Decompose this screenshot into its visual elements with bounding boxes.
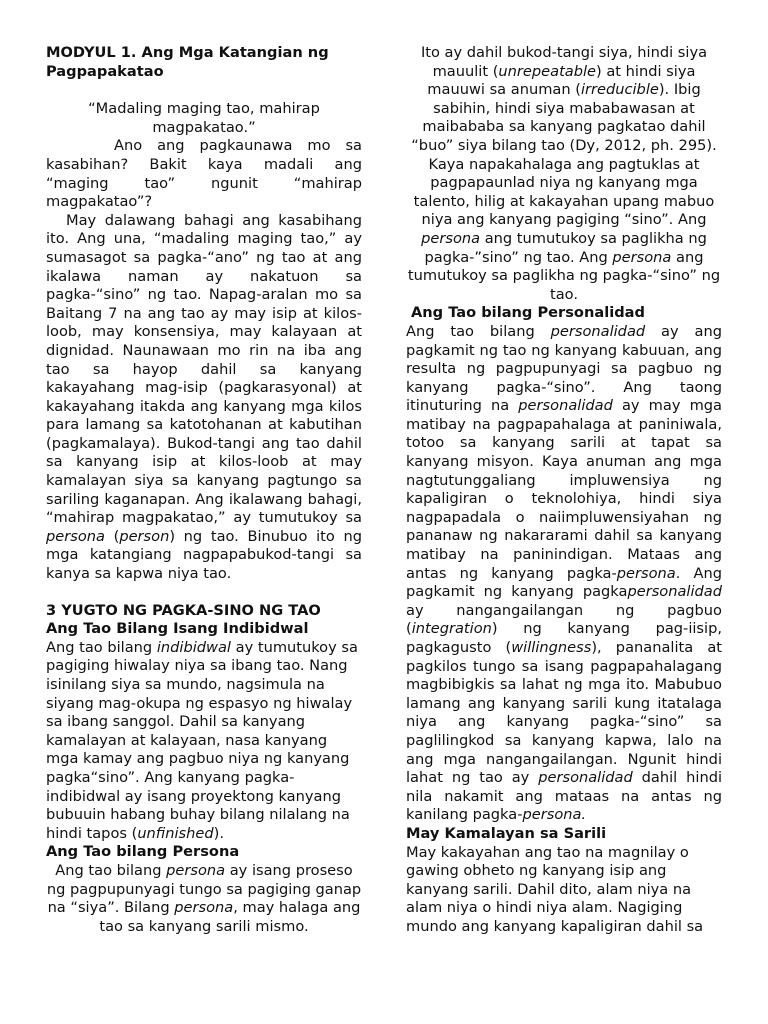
right-column [406, 44, 722, 937]
left-column [46, 44, 362, 936]
paragraph-indibidwal: Ang tao bilang indibidwal ay tumutukoy sa pagiging hiwalay niya sa ibang tao. Nang isinilang siya sa mundo, nagsimula na siyang mag-okupa ng espasyo ng hiwalay sa ibang sanggol. Dahil sa kanyang kamalayan at kalayaan, nasa kanyang mga kamay ang pagbuo niya ng kanyang pagka“sino”. Ang kanyang pagka-indibidwal ay isang proyektong kanyang bubuuin habang buhay bilang nilalang na hindi tapos (unfinished). [46, 638, 358, 842]
paragraph-persona-continued: Ito ay dahil bukod-tangi siya, hindi siya mauulit (unrepeatable) at hindi siya mauuwi sa anuman (irreducible). Ibig sabihin, hindi siya mababawasan at maibababa sa kanyang pagkatao dahil “buo” siya bilang tao (Dy, 2012, ph. 295). Kaya napakahalaga ang pagtuklas at pagpapaunlad niya ng kanyang mga talento, hilig at kakayahan upang mabuo niya ang kanyang pagiging “sino”. Ang persona ang tumutukoy sa paglikha ng pagka-”sino” ng tao. Ang persona ang tumutukoy sa paglikha ng pagka-“sino” ng tao. [407, 44, 721, 303]
module-title: MODYUL 1. Ang Mga Katangian ng Pagpapakatao [46, 44, 329, 80]
paragraph-personalidad: Ang tao bilang personalidad ay ang pagkamit ng tao ng kanyang kabuuan, ang resulta ng pagpupunyagi sa pagbuo ng kanyang pagka-“sino”. Ang taong itinuturing na personalidad ay may mga matibay na pagpapahalaga at paniniwala, totoo sa kanyang sarili at tapat sa kanyang misyon. Kaya anuman ang mga nagtutunggaliang impluwensiya ng kapaligiran o teknolohiya, hindi siya nagpapadala o naiimpluwensiyahan ng pananaw ng nakararami dahil sa kanyang matibay na paninindigan. Mataas ang antas ng kanyang pagka-persona. Ang pagkamit ng kanyang pagkapersonalidad ay nangangailangan ng pagbuo (integration) ng kanyang pag-iisip, pagkagusto (willingness), pananalita at pagkilos tungo sa isang pagpapahalagang magbibigkis sa lahat ng mga ito. Mabubuo lamang ang kanyang sarili kung itatalaga niya ang kanyang pagka-“sino” sa paglilingkod sa kanyang kapwa, lalo na ang mga nangangailangan. Ngunit hindi lahat ng tao ay personalidad dahil hindi nila nakamit ang mataas na antas ng kanilang pagka-persona. [406, 322, 723, 824]
quote: “Madaling maging tao, mahirap magpakatao.” [88, 100, 320, 136]
paragraph-intro: May dalawang bahagi ang kasabihang ito. Ang una, “madaling maging tao,” ay sumasagot sa pagka-“ano” ng tao at ang ikalawa naman ay nakatuon sa pagka-“sino” ng tao. Napag-aralan mo sa Baitang 7 na ang tao ay may isip at kilos-loob, may konsensiya, may kalayaan at dignidad. Naunawaan mo rin na iba ang tao sa hayop dahil sa kanyang kakayahang mag-isip (pagkarasyonal) at kakayahang itakda ang kanyang mga kilos para lamang sa katotohanan at kabutihan (pagkamalaya). Bukod-tangi ang tao dahil sa kanyang isip at kilos-loob at may kamalayan siya sa kanyang pagtungo sa sariling kaganapan. Ang ikalawang bahagi, “mahirap magpakatao,” ay tumutukoy sa persona (person) ng tao. Binubuo ito ng mga katangiang nagpapabukod-tangi sa kanya sa kapwa niya tao. [46, 211, 362, 583]
opening-question: Ano ang pagkaunawa mo sa kasabihan? Bakit kaya madali ang “maging tao” ngunit “mahirap magpakatao”? [46, 137, 362, 211]
heading-persona: Ang Tao bilang Persona [46, 843, 240, 861]
heading-kamalayan: May Kamalayan sa Sarili [406, 824, 607, 842]
paragraph-persona: Ang tao bilang persona ay isang proseso ng pagpupunyagi tungo sa pagiging ganap na “siya”. Bilang persona, may halaga ang tao sa kanyang sarili mismo. [46, 861, 362, 935]
heading-indibidwal: Ang Tao Bilang Isang Indibidwal [46, 620, 309, 638]
heading-personalidad: Ang Tao bilang Personalidad [411, 304, 645, 322]
paragraph-kamalayan: May kakayahan ang tao na magnilay o gawing obheto ng kanyang isip ang kanyang sarili. Dahil dito, alam niya na alam niya o hindi niya alam. Nagiging mundo ang kanyang kapaligiran dahil sa [406, 843, 704, 935]
section-title: 3 YUGTO NG PAGKA-SINO NG TAO [46, 601, 321, 619]
